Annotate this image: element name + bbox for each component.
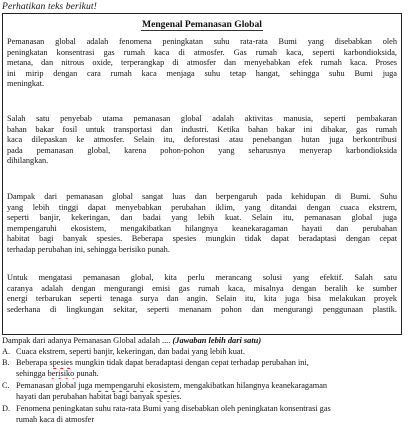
option-letter: C.: [2, 381, 10, 390]
paragraph-line: caranya adalah dengan mengurangi emisi gas rumah kaca, misalnya dengan beralih ke sumber: [7, 283, 397, 293]
spellcheck-mark: berisiko: [47, 368, 75, 378]
paragraph-line: seperti banjir, kekeringan, dan badai yang lebih kuat. Selain itu, pemanasan global juga: [7, 213, 397, 223]
paragraph-line: meningkat.: [7, 79, 45, 89]
question-text: [2, 336, 402, 347]
paragraph-line: terhadap perubahan ini, sehingga berisiko punah.: [7, 244, 170, 254]
paragraph-line: energi terbarukan seperti tenaga surya dan angin. Selain itu, kita juga bisa melakukan proyek: [7, 294, 397, 304]
paragraph-line: ini mirip dengan cara rumah kaca menjaga suhu tetap hangat, sehingga suhu Bumi juga: [7, 68, 397, 78]
article-paragraph-2: [7, 114, 397, 167]
option-text-line: Pemanasan global juga mempengaruhi ekosistem, mengakibatkan hilangnya keanekaragaman: [16, 381, 328, 390]
spellcheck-mark: ekosistem: [146, 381, 180, 390]
option-text-line: Beberapa spesies mungkin tidak dapat beradaptasi dengan cepat terhadap perubahan ini,: [16, 358, 309, 367]
option-text-line: Cuaca ekstrem, seperti banjir, kekeringan, dan badai yang lebih kuat.: [16, 347, 245, 356]
article-paragraph-3: [7, 192, 397, 256]
option-letter: A.: [2, 347, 11, 356]
option-text-line: rumah kaca di atmosfer: [16, 414, 95, 424]
option-text-line: Fenomena peningkatan suhu rata-rata Bumi yang disebabkan oleh peningkatan konsentrasi gas: [16, 404, 331, 413]
paragraph-line: Untuk mengatasi pemanasan global, kita perlu merancang solusi yang efektif. Salah satu: [7, 273, 397, 282]
option-text-line: sehingga berisiko punah.: [16, 368, 99, 378]
paragraph-line: Dampak dari pemanasan global sangat luas dan berpengaruh pada kehidupan di Bumi. Suhu: [7, 192, 397, 201]
paragraph-line: yang lebih tinggi dapat menyebabkan perubahan iklim, yang ditandai dengan cuaca ekstrem,: [7, 202, 397, 212]
spellcheck-mark: spesies: [49, 358, 73, 367]
article-paragraph-4: [7, 273, 397, 315]
paragraph-line: peningkatan konsentrasi gas rumah kaca di atmosfer. Gas rumah kaca, seperti karbondioksida,: [7, 47, 397, 57]
option-letter: D.: [2, 404, 11, 413]
paragraph-line: dihilangkan.: [7, 156, 49, 166]
paragraph-line: bahan bakar fosil untuk transportasi dan industri. Ketika bahan bakar ini dibakar, gas rumah: [7, 124, 397, 134]
option-letter: B.: [2, 358, 10, 367]
paragraph-line: Salah satu penyebab utama pemanasan global adalah aktivitas manusia, seperti pembakaran: [7, 114, 397, 123]
paragraph-line: habitat bagi banyak spesies. Beberapa spesies mungkin tidak dapat beradaptasi dengan cepat: [7, 234, 397, 244]
question-hint: (Jawaban lebih dari satu): [172, 336, 262, 345]
article-paragraph-1: [7, 37, 397, 90]
option-text-line: hayati dan perubahan habitat bagi banyak spesies.: [16, 391, 182, 401]
paragraph-line: pada pemanasan global, karena pohon-pohon yang seharusnya menyerap karbondioksida: [7, 145, 397, 155]
article-box: [2, 13, 402, 335]
article-title: Mengenal Pemanasan Global: [142, 19, 262, 30]
paragraph-line: metana, dan nitrous oxide, terperangkap di atmosfer dan menyebabkan efek rumah kaca. Proses: [7, 58, 397, 68]
spellcheck-mark: spesies: [156, 391, 180, 401]
instruction-text: Perhatikan teks berikut!: [2, 1, 97, 12]
paragraph-line: sederhana di lingkungan sekitar, seperti menanam pohon dan mengurangi penggunaan plastik.: [7, 304, 397, 314]
question-stem: Dampak dari adanya Pemanasan Global adalah ....: [2, 336, 171, 345]
paragraph-line: kaca dilepaskan ke atmosfer. Selain itu, deforestasi atau penebangan hutan juga berkontribusi: [7, 135, 397, 145]
paragraph-line: Pemanasan global adalah fenomena peningkatan suhu rata-rata Bumi yang disebabkan oleh: [7, 37, 397, 46]
spellcheck-mark: mempengaruhi: [94, 381, 145, 390]
paragraph-line: mempengaruhi ekosistem, mengakibatkan hilangnya keanekaragaman hayati dan perubahan: [7, 223, 397, 233]
